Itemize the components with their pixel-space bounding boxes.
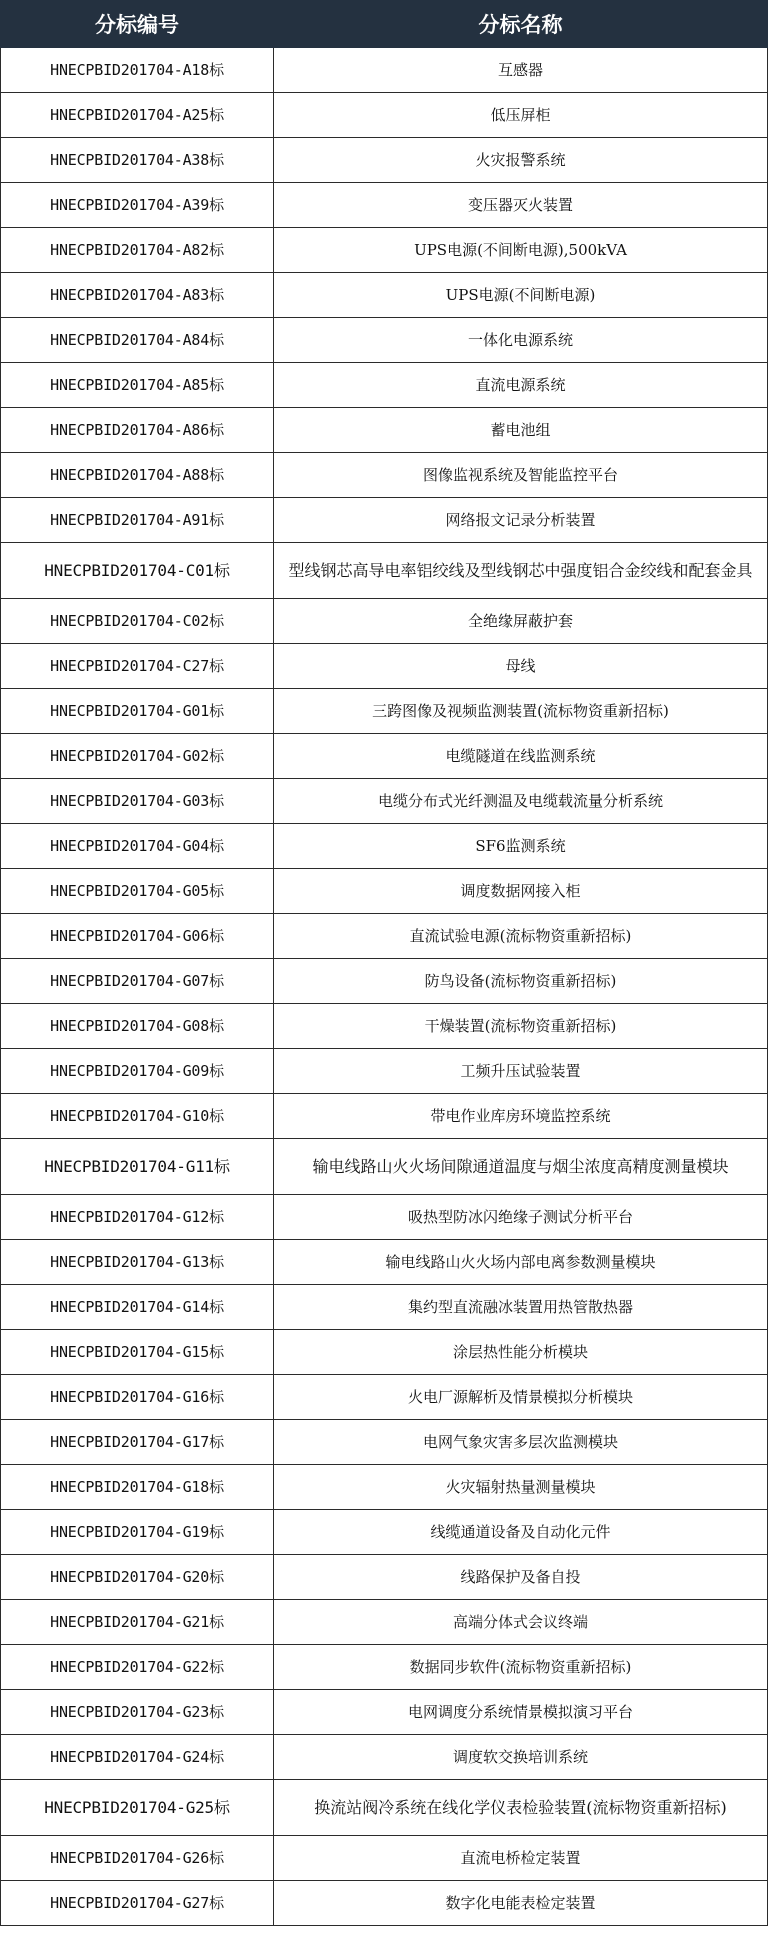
section-name-cell: 集约型直流融冰装置用热管散热器: [274, 1285, 768, 1330]
section-name-cell: 电缆分布式光纤测温及电缆载流量分析系统: [274, 779, 768, 824]
section-code-cell: HNECPBID201704-C27标: [1, 644, 274, 689]
section-name-cell: 电网气象灾害多层次监测模块: [274, 1420, 768, 1465]
section-code-cell: HNECPBID201704-G01标: [1, 689, 274, 734]
section-code-cell: HNECPBID201704-A88标: [1, 453, 274, 498]
section-name-cell: 数据同步软件(流标物资重新招标): [274, 1645, 768, 1690]
table-row: [1, 914, 768, 959]
section-name-cell: 全绝缘屏蔽护套: [274, 599, 768, 644]
section-name-cell: 型线钢芯高导电率铝绞线及型线钢芯中强度铝合金绞线和配套金具: [274, 543, 768, 599]
section-code-cell: HNECPBID201704-A18标: [1, 48, 274, 93]
table-row: [1, 543, 768, 599]
section-code-cell: HNECPBID201704-G24标: [1, 1735, 274, 1780]
table-body: [1, 48, 768, 1926]
section-name-cell: 互感器: [274, 48, 768, 93]
table-row: [1, 138, 768, 183]
section-name-cell: 防鸟设备(流标物资重新招标): [274, 959, 768, 1004]
section-code-cell: HNECPBID201704-G14标: [1, 1285, 274, 1330]
table-row: [1, 824, 768, 869]
table-header-row: [1, 1, 768, 48]
table-row: [1, 318, 768, 363]
section-name-cell: 调度数据网接入柜: [274, 869, 768, 914]
table-row: [1, 1004, 768, 1049]
section-name-cell: 输电线路山火火场内部电离参数测量模块: [274, 1240, 768, 1285]
table-row: [1, 689, 768, 734]
section-code-cell: HNECPBID201704-G03标: [1, 779, 274, 824]
table-row: [1, 1285, 768, 1330]
table-row: [1, 869, 768, 914]
section-code-cell: HNECPBID201704-G10标: [1, 1094, 274, 1139]
section-name-cell: 工频升压试验装置: [274, 1049, 768, 1094]
section-name-cell: 吸热型防冰闪绝缘子测试分析平台: [274, 1195, 768, 1240]
section-name-cell: 直流电源系统: [274, 363, 768, 408]
section-code-cell: HNECPBID201704-G15标: [1, 1330, 274, 1375]
table-row: [1, 1780, 768, 1836]
section-code-cell: HNECPBID201704-A25标: [1, 93, 274, 138]
section-code-cell: HNECPBID201704-G20标: [1, 1555, 274, 1600]
section-code-cell: HNECPBID201704-G22标: [1, 1645, 274, 1690]
section-name-cell: 变压器灭火装置: [274, 183, 768, 228]
table-row: [1, 1735, 768, 1780]
table-row: [1, 1094, 768, 1139]
section-code-cell: HNECPBID201704-G06标: [1, 914, 274, 959]
table-row: [1, 1049, 768, 1094]
section-name-cell: 图像监视系统及智能监控平台: [274, 453, 768, 498]
section-name-cell: SF6监测系统: [274, 824, 768, 869]
section-code-cell: HNECPBID201704-G27标: [1, 1881, 274, 1926]
section-code-cell: HNECPBID201704-G04标: [1, 824, 274, 869]
section-name-cell: 火灾辐射热量测量模块: [274, 1465, 768, 1510]
section-code-cell: HNECPBID201704-G12标: [1, 1195, 274, 1240]
section-name-cell: 输电线路山火火场间隙通道温度与烟尘浓度高精度测量模块: [274, 1139, 768, 1195]
table-row: [1, 1375, 768, 1420]
section-name-cell: 线路保护及备自投: [274, 1555, 768, 1600]
table-row: [1, 734, 768, 779]
section-code-cell: HNECPBID201704-G16标: [1, 1375, 274, 1420]
section-code-cell: HNECPBID201704-G08标: [1, 1004, 274, 1049]
section-name-cell: 干燥装置(流标物资重新招标): [274, 1004, 768, 1049]
table-row: [1, 1645, 768, 1690]
table-row: [1, 1555, 768, 1600]
section-code-cell: HNECPBID201704-G11标: [1, 1139, 274, 1195]
table-row: [1, 1465, 768, 1510]
section-code-cell: HNECPBID201704-A85标: [1, 363, 274, 408]
section-code-cell: HNECPBID201704-G02标: [1, 734, 274, 779]
section-name-cell: 带电作业库房环境监控系统: [274, 1094, 768, 1139]
section-code-cell: HNECPBID201704-G25标: [1, 1780, 274, 1836]
header-section-name: 分标名称: [274, 1, 768, 48]
table-row: [1, 453, 768, 498]
table-row: [1, 498, 768, 543]
table-row: [1, 1881, 768, 1926]
section-name-cell: UPS电源(不间断电源),500kVA: [274, 228, 768, 273]
section-code-cell: HNECPBID201704-A38标: [1, 138, 274, 183]
section-code-cell: HNECPBID201704-G26标: [1, 1836, 274, 1881]
table-row: [1, 959, 768, 1004]
table-row: [1, 1139, 768, 1195]
table-row: [1, 228, 768, 273]
table-row: [1, 1836, 768, 1881]
section-code-cell: HNECPBID201704-A86标: [1, 408, 274, 453]
table-row: [1, 363, 768, 408]
section-name-cell: 蓄电池组: [274, 408, 768, 453]
section-name-cell: 数字化电能表检定装置: [274, 1881, 768, 1926]
table-row: [1, 1240, 768, 1285]
section-code-cell: HNECPBID201704-G18标: [1, 1465, 274, 1510]
section-code-cell: HNECPBID201704-G05标: [1, 869, 274, 914]
table-row: [1, 1510, 768, 1555]
section-name-cell: 调度软交换培训系统: [274, 1735, 768, 1780]
section-name-cell: 高端分体式会议终端: [274, 1600, 768, 1645]
section-name-cell: 低压屏柜: [274, 93, 768, 138]
section-code-cell: HNECPBID201704-A39标: [1, 183, 274, 228]
table-row: [1, 779, 768, 824]
section-code-cell: HNECPBID201704-G23标: [1, 1690, 274, 1735]
section-name-cell: 三跨图像及视频监测装置(流标物资重新招标): [274, 689, 768, 734]
section-code-cell: HNECPBID201704-G07标: [1, 959, 274, 1004]
section-code-cell: HNECPBID201704-A83标: [1, 273, 274, 318]
table-row: [1, 1690, 768, 1735]
table-row: [1, 93, 768, 138]
section-code-cell: HNECPBID201704-G19标: [1, 1510, 274, 1555]
section-name-cell: 母线: [274, 644, 768, 689]
section-name-cell: 直流电桥检定装置: [274, 1836, 768, 1881]
section-name-cell: UPS电源(不间断电源): [274, 273, 768, 318]
section-name-cell: 网络报文记录分析装置: [274, 498, 768, 543]
header-section-code: 分标编号: [1, 1, 274, 48]
section-code-cell: HNECPBID201704-A82标: [1, 228, 274, 273]
section-code-cell: HNECPBID201704-A91标: [1, 498, 274, 543]
table-row: [1, 1420, 768, 1465]
section-name-cell: 涂层热性能分析模块: [274, 1330, 768, 1375]
section-code-cell: HNECPBID201704-A84标: [1, 318, 274, 363]
section-code-cell: HNECPBID201704-C01标: [1, 543, 274, 599]
table-row: [1, 1330, 768, 1375]
section-name-cell: 换流站阀冷系统在线化学仪表检验装置(流标物资重新招标): [274, 1780, 768, 1836]
section-name-cell: 火灾报警系统: [274, 138, 768, 183]
table-row: [1, 599, 768, 644]
section-code-cell: HNECPBID201704-G09标: [1, 1049, 274, 1094]
section-code-cell: HNECPBID201704-G21标: [1, 1600, 274, 1645]
section-name-cell: 火电厂源解析及情景模拟分析模块: [274, 1375, 768, 1420]
section-code-cell: HNECPBID201704-G17标: [1, 1420, 274, 1465]
section-name-cell: 一体化电源系统: [274, 318, 768, 363]
section-name-cell: 电网调度分系统情景模拟演习平台: [274, 1690, 768, 1735]
section-code-cell: HNECPBID201704-C02标: [1, 599, 274, 644]
table-row: [1, 48, 768, 93]
table-row: [1, 644, 768, 689]
section-name-cell: 线缆通道设备及自动化元件: [274, 1510, 768, 1555]
section-code-cell: HNECPBID201704-G13标: [1, 1240, 274, 1285]
table-row: [1, 408, 768, 453]
table-row: [1, 1195, 768, 1240]
table-row: [1, 183, 768, 228]
table-row: [1, 1600, 768, 1645]
section-name-cell: 电缆隧道在线监测系统: [274, 734, 768, 779]
table-row: [1, 273, 768, 318]
section-name-cell: 直流试验电源(流标物资重新招标): [274, 914, 768, 959]
